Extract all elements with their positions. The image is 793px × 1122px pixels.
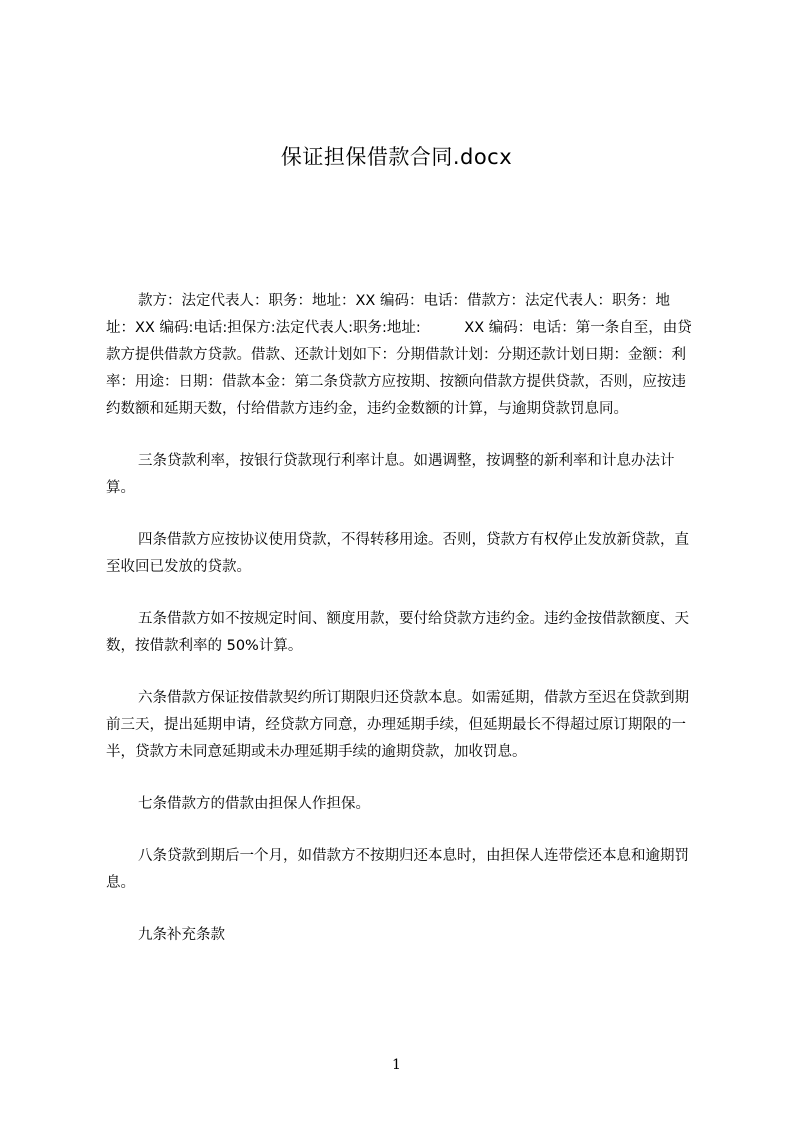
document-body	[106, 288, 696, 974]
paragraph-article-8: 八条贷款到期后一个月，如借款方不按期归还本息时，由担保人连带偿还本息和逾期罚息。	[106, 848, 689, 891]
paragraph-article-7: 七条借款方的借款由担保人作担保。	[138, 796, 370, 812]
paragraph-article-3: 三条贷款利率，按银行贷款现行利率计息。如遇调整，按调整的新利率和计息办法计算。	[106, 453, 675, 496]
paragraph-article-6: 六条借款方保证按借款契约所订期限归还贷款本息。如需延期，借款方至迟在贷款到期前三天，提出延期申请，经贷款方同意，办理延期手续，但延期最长不得超过原订期限的一半，贷款方未同意延期或未办理延期手续的逾期贷款，加收罚息。	[106, 690, 689, 760]
paragraph-article-5: 五条借款方如不按规定时间、额度用款，要付给贷款方违约金。违约金按借款额度、天数，按借款利率的 50%计算。	[106, 611, 689, 654]
paragraph-article-9: 九条补充条款	[138, 927, 225, 943]
paragraph-parties-and-article-1-2: 款方：法定代表人：职务：地址：XX 编码：电话：借款方：法定代表人：职务：地址：XX 编码:电话:担保方:法定代表人:职务:地址: XX 编码：电话：第一条自至，由贷款方提供借款方贷款。借款、还款计划如下：分期借款计划：分期还款计划日期：金额：利率：用途：日期：借款本金：第二条贷款方应按期、按额向借款方提供贷款，否则，应按违约数额和延期天数，付给借款方违约金，违约金数额的计算，与逾期贷款罚息同。	[106, 293, 692, 417]
document-title: 保证担保借款合同.docx	[280, 145, 513, 169]
paragraph-article-4: 四条借款方应按协议使用贷款，不得转移用途。否则，贷款方有权停止发放新贷款，直至收回已发放的贷款。	[106, 532, 689, 575]
page-number: 1	[392, 1057, 401, 1073]
